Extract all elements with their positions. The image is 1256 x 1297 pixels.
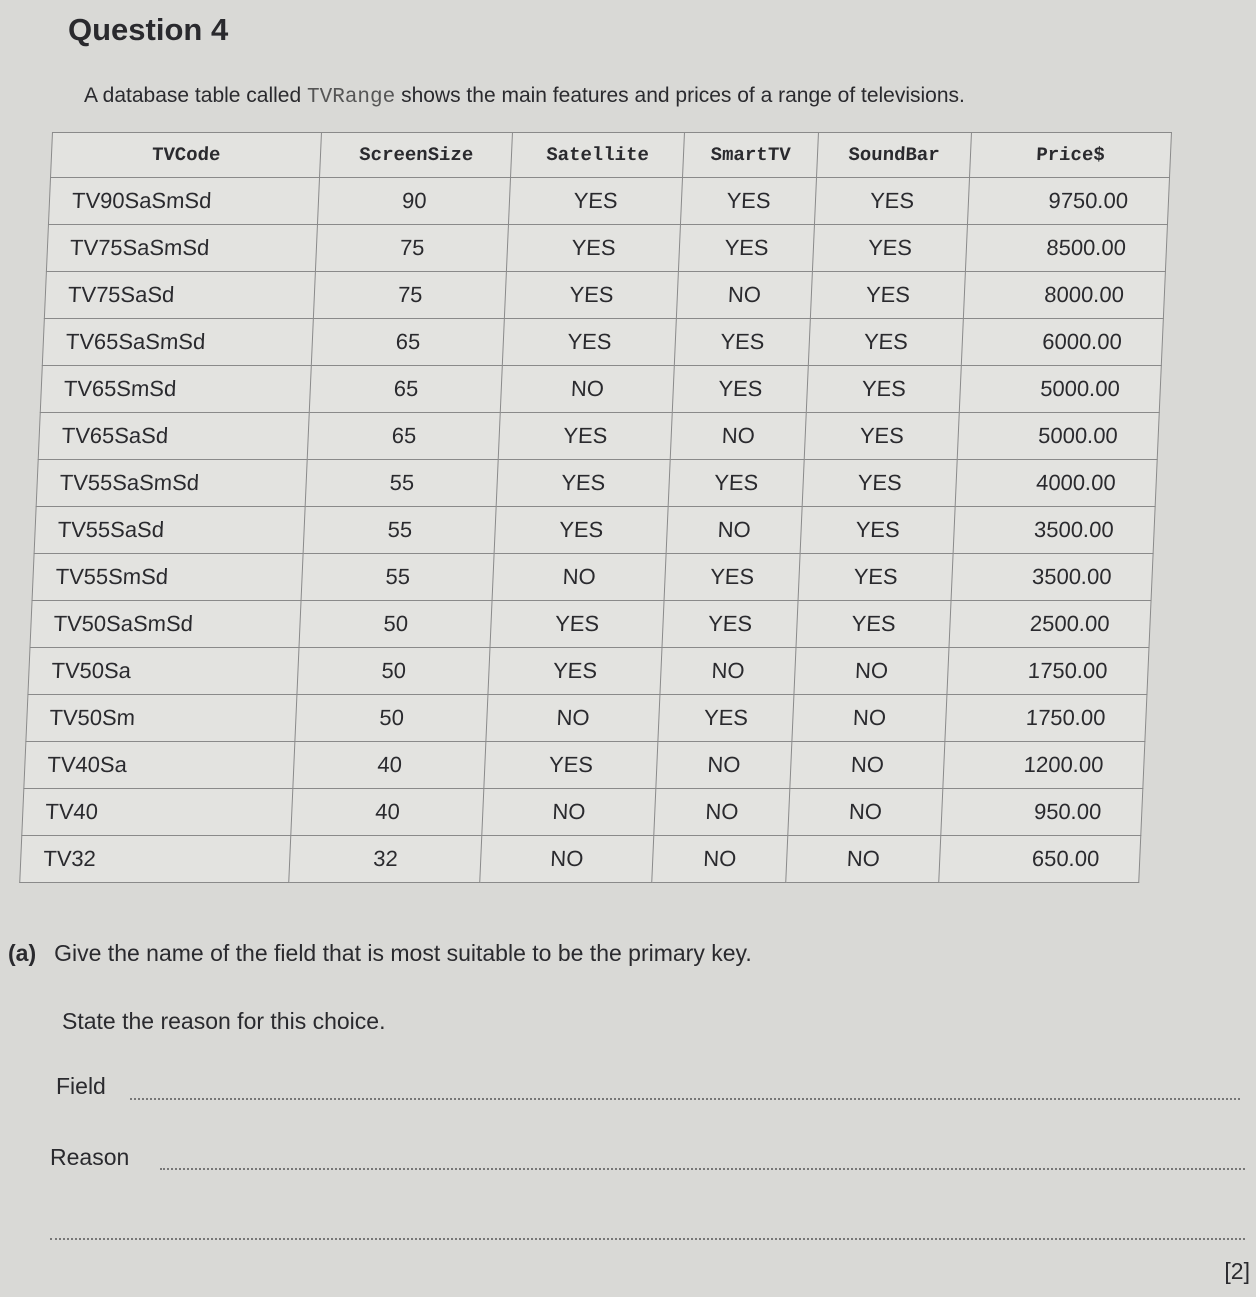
table-cell: 5000.00 [959,366,1161,413]
table-row [48,178,1169,225]
table-cell: 5000.00 [957,413,1159,460]
table-row [30,601,1151,648]
table-cell: 4000.00 [955,460,1157,507]
table-cell: YES [810,272,965,319]
table-cell: 65 [308,413,501,460]
part-a-text: Give the name of the field that is most suitable to be the primary key. [54,940,752,966]
part-a-question [8,940,752,967]
table-row [28,648,1149,695]
table-cell: YES [681,178,817,225]
table-cell: 2500.00 [949,601,1151,648]
table-row [44,272,1165,319]
table-cell: YES [507,225,681,272]
table-cell: NO [654,789,790,836]
tvrange-table [19,132,1172,883]
table-cell: YES [815,178,970,225]
table-cell: 950.00 [941,789,1143,836]
reason-answer-line-1[interactable] [160,1168,1245,1170]
table-cell: TV65SaSmSd [42,319,313,366]
table-cell: 3500.00 [953,507,1155,554]
table-cell: NO [500,366,674,413]
column-header: SmartTV [683,133,819,178]
table-cell: TV40Sa [24,742,295,789]
table-row [22,789,1143,836]
table-cell: 55 [306,460,499,507]
table-cell: TV50Sa [28,648,299,695]
table-cell: TV32 [20,836,291,883]
table-cell: NO [794,648,949,695]
table-cell: 650.00 [939,836,1141,883]
table-row [46,225,1167,272]
table-cell: YES [802,460,957,507]
table-cell: YES [488,648,662,695]
part-a-label: (a) [8,940,37,966]
table-name: TVRange [307,86,396,109]
table-cell: TV55SaSd [34,507,305,554]
table-cell: YES [813,225,968,272]
intro-text [84,84,965,109]
table-cell: NO [492,554,666,601]
table-cell: 50 [295,695,488,742]
table-cell: 50 [299,601,492,648]
table-cell: YES [800,507,955,554]
reason-answer-line-2[interactable] [50,1238,1245,1240]
table-cell: YES [674,319,810,366]
column-header: SoundBar [817,133,972,178]
table-cell: NO [480,836,654,883]
table-cell: NO [482,789,656,836]
table-cell: 75 [314,272,507,319]
table-cell: YES [658,695,794,742]
column-header: Price$ [970,133,1172,178]
table-cell: 55 [303,507,496,554]
table-cell: YES [484,742,658,789]
table-cell: 55 [301,554,494,601]
column-header: Satellite [511,133,685,178]
table-cell: 1750.00 [945,695,1147,742]
table-cell: 75 [316,225,509,272]
table-cell: 65 [310,366,503,413]
table-cell: YES [668,460,804,507]
table-cell: NO [670,413,806,460]
table-cell: YES [804,413,959,460]
table-cell: TV50Sm [26,695,297,742]
table-cell: NO [666,507,802,554]
table-row [24,742,1145,789]
table-cell: YES [502,319,676,366]
table-row [34,507,1155,554]
table-cell: NO [486,695,660,742]
reason-label: Reason [50,1144,130,1170]
table-cell: 8500.00 [965,225,1167,272]
field-answer-line[interactable] [130,1098,1240,1100]
table-row [40,366,1161,413]
table-cell: 40 [291,789,484,836]
table-cell: YES [496,460,670,507]
table-cell: TV50SaSmSd [30,601,301,648]
table-cell: NO [790,742,945,789]
table-cell: TV55SaSmSd [36,460,307,507]
table-cell: YES [798,554,953,601]
table-cell: NO [788,789,943,836]
table-cell: NO [676,272,812,319]
intro-after: shows the main features and prices of a range of televisions. [395,84,965,107]
intro-before: A database table called [84,84,308,107]
table-cell: YES [806,366,961,413]
table-cell: 32 [289,836,482,883]
field-label: Field [56,1073,106,1099]
table-cell: YES [796,601,951,648]
column-header: ScreenSize [320,133,513,178]
table-cell: 90 [318,178,511,225]
table-cell: TV55SmSd [32,554,303,601]
table-row [38,413,1159,460]
part-a-instruction: State the reason for this choice. [62,1008,386,1034]
table-cell: NO [786,836,941,883]
table-cell: YES [672,366,808,413]
table-cell: NO [660,648,796,695]
table-cell: TV65SmSd [40,366,311,413]
table-cell: TV65SaSd [38,413,309,460]
table-cell: 6000.00 [961,319,1163,366]
table-header-row [51,133,1172,178]
table-cell: YES [498,413,672,460]
table-cell: TV75SaSmSd [46,225,317,272]
table-cell: TV75SaSd [44,272,315,319]
table-cell: 8000.00 [963,272,1165,319]
column-header: TVCode [51,133,322,178]
table-row [42,319,1163,366]
table-cell: 50 [297,648,490,695]
table-row [36,460,1157,507]
table-cell: YES [494,507,668,554]
table-cell: 1750.00 [947,648,1149,695]
marks: [2] [1224,1258,1250,1284]
table-cell: NO [792,695,947,742]
table-cell: YES [505,272,679,319]
table-cell: YES [509,178,683,225]
table-cell: 9750.00 [968,178,1170,225]
table-cell: 1200.00 [943,742,1145,789]
question-title: Question 4 [68,12,229,47]
table-row [20,836,1141,883]
table-cell: YES [490,601,664,648]
table-row [26,695,1147,742]
table-cell: TV90SaSmSd [48,178,319,225]
table-cell: YES [808,319,963,366]
table-cell: NO [652,836,788,883]
table-cell: 3500.00 [951,554,1153,601]
table-cell: YES [664,554,800,601]
table-cell: TV40 [22,789,293,836]
table-row [32,554,1153,601]
table-cell: 40 [293,742,486,789]
table-cell: NO [656,742,792,789]
table-cell: YES [662,601,798,648]
table-cell: YES [678,225,814,272]
table-cell: 65 [312,319,505,366]
